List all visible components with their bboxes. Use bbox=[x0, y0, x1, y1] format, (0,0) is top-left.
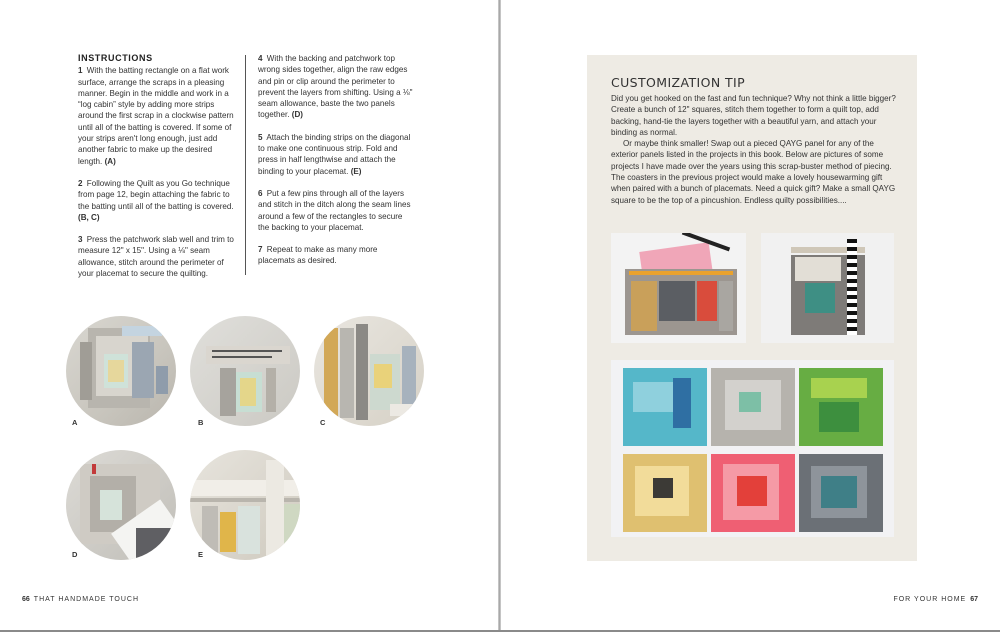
placemat-red bbox=[711, 454, 795, 532]
running-footer: THAT HANDMADE TOUCH bbox=[33, 596, 140, 603]
placemats-photo bbox=[611, 360, 894, 537]
placemat-teal bbox=[623, 368, 707, 446]
figure-label-b: B bbox=[198, 418, 204, 427]
drawstring-bag-photo bbox=[761, 233, 894, 343]
step-text: With the batting rectangle on a flat work surface, arrange the scraps in a pleasing manner. Begin in the middle and work in a “log cabin” style by adding more strips around the first scrap in a clockwise pattern until all of the batting is covered. If some of your strips aren't long enough, just add another fabric to make up the desired length. bbox=[78, 66, 234, 166]
step-text: Following the Quilt as you Go technique from page 12, begin attaching the fabric to the batting until all of the batting is covered. bbox=[78, 178, 234, 211]
step-number: 5 bbox=[258, 132, 263, 142]
page-number: 67 bbox=[970, 596, 978, 603]
step-3 bbox=[78, 234, 236, 279]
step-2 bbox=[78, 178, 236, 223]
step-1 bbox=[78, 65, 236, 167]
step-7 bbox=[258, 244, 414, 267]
figure-label-d: D bbox=[72, 550, 78, 559]
tip-body bbox=[611, 93, 903, 206]
step-text: With the backing and patchwork top wrong sides together, align the raw edges and pin or clip around the perimeter to prevent the layers from shifting. Using a ⅛" seam allowance, baste the two panels together. bbox=[258, 54, 413, 120]
instructions-column-2 bbox=[258, 53, 414, 278]
tip-paragraph: Or maybe think smaller! Swap out a pieced QAYG panel for any of the exterior panels listed in the projects in this book. Below are pictures of some projects I have made over the years using this scrap-buster method of piecing. The coasters in the previous project would make a lovely housewarming gift when paired with a bunch of placemats. Need a quick gift? Make a small QAYG square to be the top of a pincushion. Endless quilty possibilities.... bbox=[611, 139, 896, 205]
tip-title: CUSTOMIZATION TIP bbox=[611, 75, 746, 90]
instructions-column-1 bbox=[78, 53, 236, 290]
placemat-green bbox=[799, 368, 883, 446]
step-number: 2 bbox=[78, 178, 83, 188]
step-number: 4 bbox=[258, 54, 263, 63]
figure-b-photo bbox=[190, 316, 300, 426]
left-page bbox=[0, 0, 498, 632]
zip-pouch-photo bbox=[611, 233, 746, 343]
step-number: 7 bbox=[258, 245, 263, 255]
step-6 bbox=[258, 188, 414, 233]
step-figure-ref: (E) bbox=[350, 166, 362, 176]
step-text: Put a few pins through all of the layers and stitch in the ditch along the seam lines around a few of the rectangles to secure the backing to your placemat. bbox=[258, 188, 411, 232]
step-figure-ref: (A) bbox=[104, 156, 116, 166]
figure-label-e: E bbox=[198, 550, 204, 559]
column-divider bbox=[245, 55, 246, 275]
figure-d-photo bbox=[66, 450, 176, 560]
instructions-heading: INSTRUCTIONS bbox=[78, 53, 153, 63]
step-4 bbox=[258, 53, 414, 121]
step-number: 3 bbox=[78, 235, 83, 245]
figure-a-photo bbox=[66, 316, 176, 426]
figure-label-c: C bbox=[320, 418, 326, 427]
step-figure-ref: (B, C) bbox=[78, 212, 100, 222]
figure-c-photo bbox=[314, 316, 424, 426]
placemat-yellow bbox=[623, 454, 707, 532]
right-folio bbox=[893, 596, 978, 603]
figure-e-photo bbox=[190, 450, 300, 560]
step-text: Attach the binding strips on the diagonal to make one continuous strip. Fold and press in half lengthwise and attach the binding to your placemat. bbox=[258, 132, 411, 176]
customization-tip-panel bbox=[587, 55, 917, 561]
placemat-charcoal bbox=[799, 454, 883, 532]
left-folio bbox=[22, 596, 139, 603]
step-5 bbox=[258, 132, 414, 177]
step-number: 1 bbox=[78, 66, 83, 76]
step-figure-ref: (D) bbox=[291, 110, 304, 120]
step-text: Press the patchwork slab well and trim to measure 12" x 15". Using a ⅛" seam allowance, stitch around the perimeter of your placemat to secure the quilting. bbox=[78, 235, 234, 279]
placemat-gray bbox=[711, 368, 795, 446]
figure-label-a: A bbox=[72, 418, 78, 427]
running-footer: FOR YOUR HOME bbox=[893, 596, 967, 603]
step-text: Repeat to make as many more placemats as desired. bbox=[258, 245, 378, 266]
tip-paragraph: Did you get hooked on the fast and fun technique? Why not think a little bigger? Create a bunch of 12" squares, stitch them together to form a quilt top, add backing, hand-tie the layers together with a beautiful yarn, and attach your binding as normal. bbox=[611, 94, 896, 137]
step-number: 6 bbox=[258, 188, 263, 198]
page-number: 66 bbox=[22, 596, 30, 603]
